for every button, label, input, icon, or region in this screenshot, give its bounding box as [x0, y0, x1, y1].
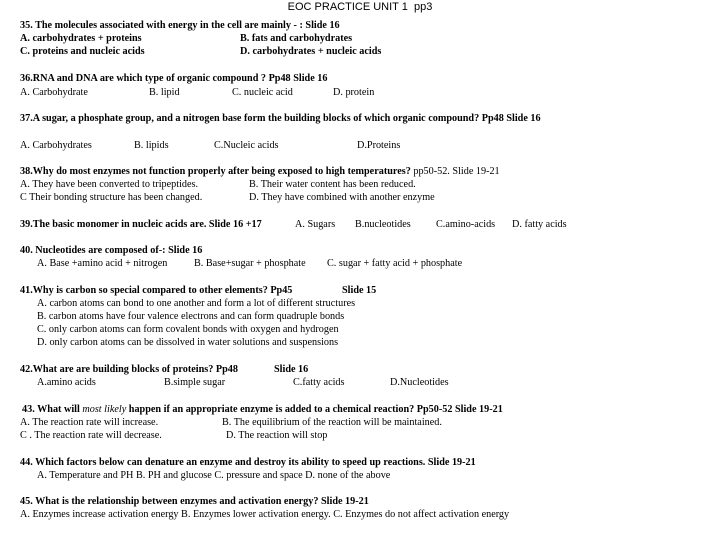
q36-stem: 36.RNA and DNA are which type of organic compound ? Pp48 Slide 16: [20, 73, 328, 84]
q42-d: D.Nucleotides: [390, 377, 449, 388]
q41-d: D. only carbon atoms can be dissolved in water solutions and suspensions: [37, 337, 339, 348]
q38-d: D. They have combined with another enzyme: [249, 192, 435, 203]
q38-line: [20, 166, 500, 178]
q44-answers: A. Temperature and PH B. PH and glucose C. pressure and space D. none of the above: [37, 470, 391, 481]
q37-b: B. lipids: [134, 140, 169, 151]
q39-c: C.amino-acids: [436, 219, 496, 230]
q43-stem-post: happen if an appropriate enzyme is added to a chemical reaction? Pp50-52 Slide 19-21: [126, 404, 503, 415]
q35-b: B. fats and carbohydrates: [240, 33, 353, 44]
q37-stem: 37.A sugar, a phosphate group, and a nitrogen base form the building blocks of which organic compound? Pp48 Slide 16: [20, 113, 541, 124]
q41-slide: Slide 15: [342, 285, 377, 296]
q39-b: B.nucleotides: [355, 219, 411, 230]
q38-b: B. Their water content has been reduced.: [249, 179, 416, 190]
q35-c: C. proteins and nucleic acids: [20, 46, 145, 57]
q42-c: C.fatty acids: [293, 377, 345, 388]
q39-d: D. fatty acids: [512, 219, 567, 230]
q36-c: C. nucleic acid: [232, 87, 293, 98]
q36-d: D. protein: [333, 87, 375, 98]
q42-slide: Slide 16: [274, 364, 309, 375]
q41-b: B. carbon atoms have four valence electrons and can form quadruple bonds: [37, 311, 345, 322]
q40-c: C. sugar + fatty acid + phosphate: [327, 258, 463, 269]
q35-stem: 35. The molecules associated with energy in the cell are mainly - : Slide 16: [20, 20, 340, 31]
q40-a: A. Base +amino acid + nitrogen: [37, 258, 168, 269]
q43-stem: [22, 404, 503, 416]
q43-a: A. The reaction rate will increase.: [20, 417, 159, 428]
q45-stem: 45. What is the relationship between enzymes and activation energy? Slide 19-21: [20, 496, 369, 507]
q43-d: D. The reaction will stop: [226, 430, 328, 441]
q37-a: A. Carbohydrates: [20, 140, 92, 151]
q41-c: C. only carbon atoms can form covalent bonds with oxygen and hydrogen: [37, 324, 339, 335]
header-title: EOC PRACTICE UNIT 1: [287, 1, 408, 13]
q43-stem-pre: 43. What will: [22, 404, 83, 415]
q38-ref: pp50-52. Slide 19-21: [410, 166, 500, 177]
q37-c: C.Nucleic acids: [214, 140, 279, 151]
q42-stem: 42.What are are building blocks of proteins? Pp48: [20, 364, 238, 375]
q40-b: B. Base+sugar + phosphate: [194, 258, 306, 269]
q44-stem: 44. Which factors below can denature an enzyme and destroy its ability to speed up reactions. Slide 19-21: [20, 457, 476, 468]
q38-a: A. They have been converted to tripeptides.: [20, 179, 199, 190]
q40-stem: 40. Nucleotides are composed of-: Slide 16: [20, 245, 203, 256]
q41-stem: 41.Why is carbon so special compared to other elements? Pp45: [20, 285, 293, 296]
q35-a: A. carbohydrates + proteins: [20, 33, 142, 44]
q43-b: B. The equilibrium of the reaction will be maintained.: [222, 417, 442, 428]
q35-d: D. carbohydrates + nucleic acids: [240, 46, 382, 57]
q36-a: A. Carbohydrate: [20, 87, 88, 98]
q38-c: C Their bonding structure has been changed.: [20, 192, 203, 203]
q42-a: A.amino acids: [37, 377, 96, 388]
q43-c: C . The reaction rate will decrease.: [20, 430, 162, 441]
q37-d: D.Proteins: [357, 140, 401, 151]
q41-a: A. carbon atoms can bond to one another and form a lot of different structures: [37, 298, 356, 309]
q42-b: B.simple sugar: [164, 377, 226, 388]
q45-answers: A. Enzymes increase activation energy B. Enzymes lower activation energy. C. Enzymes do not affect activation energy: [20, 509, 510, 520]
q39-a: A. Sugars: [295, 219, 336, 230]
page-header: [0, 1, 720, 13]
header-page: pp3: [413, 1, 433, 13]
q38-stem: 38.Why do most enzymes not function properly after being exposed to high temperatures?: [20, 166, 411, 177]
q39-stem: 39.The basic monomer in nucleic acids are. Slide 16 +17: [20, 219, 262, 230]
q36-b: B. lipid: [149, 87, 180, 98]
q43-stem-emphasis: most likely: [82, 404, 127, 415]
